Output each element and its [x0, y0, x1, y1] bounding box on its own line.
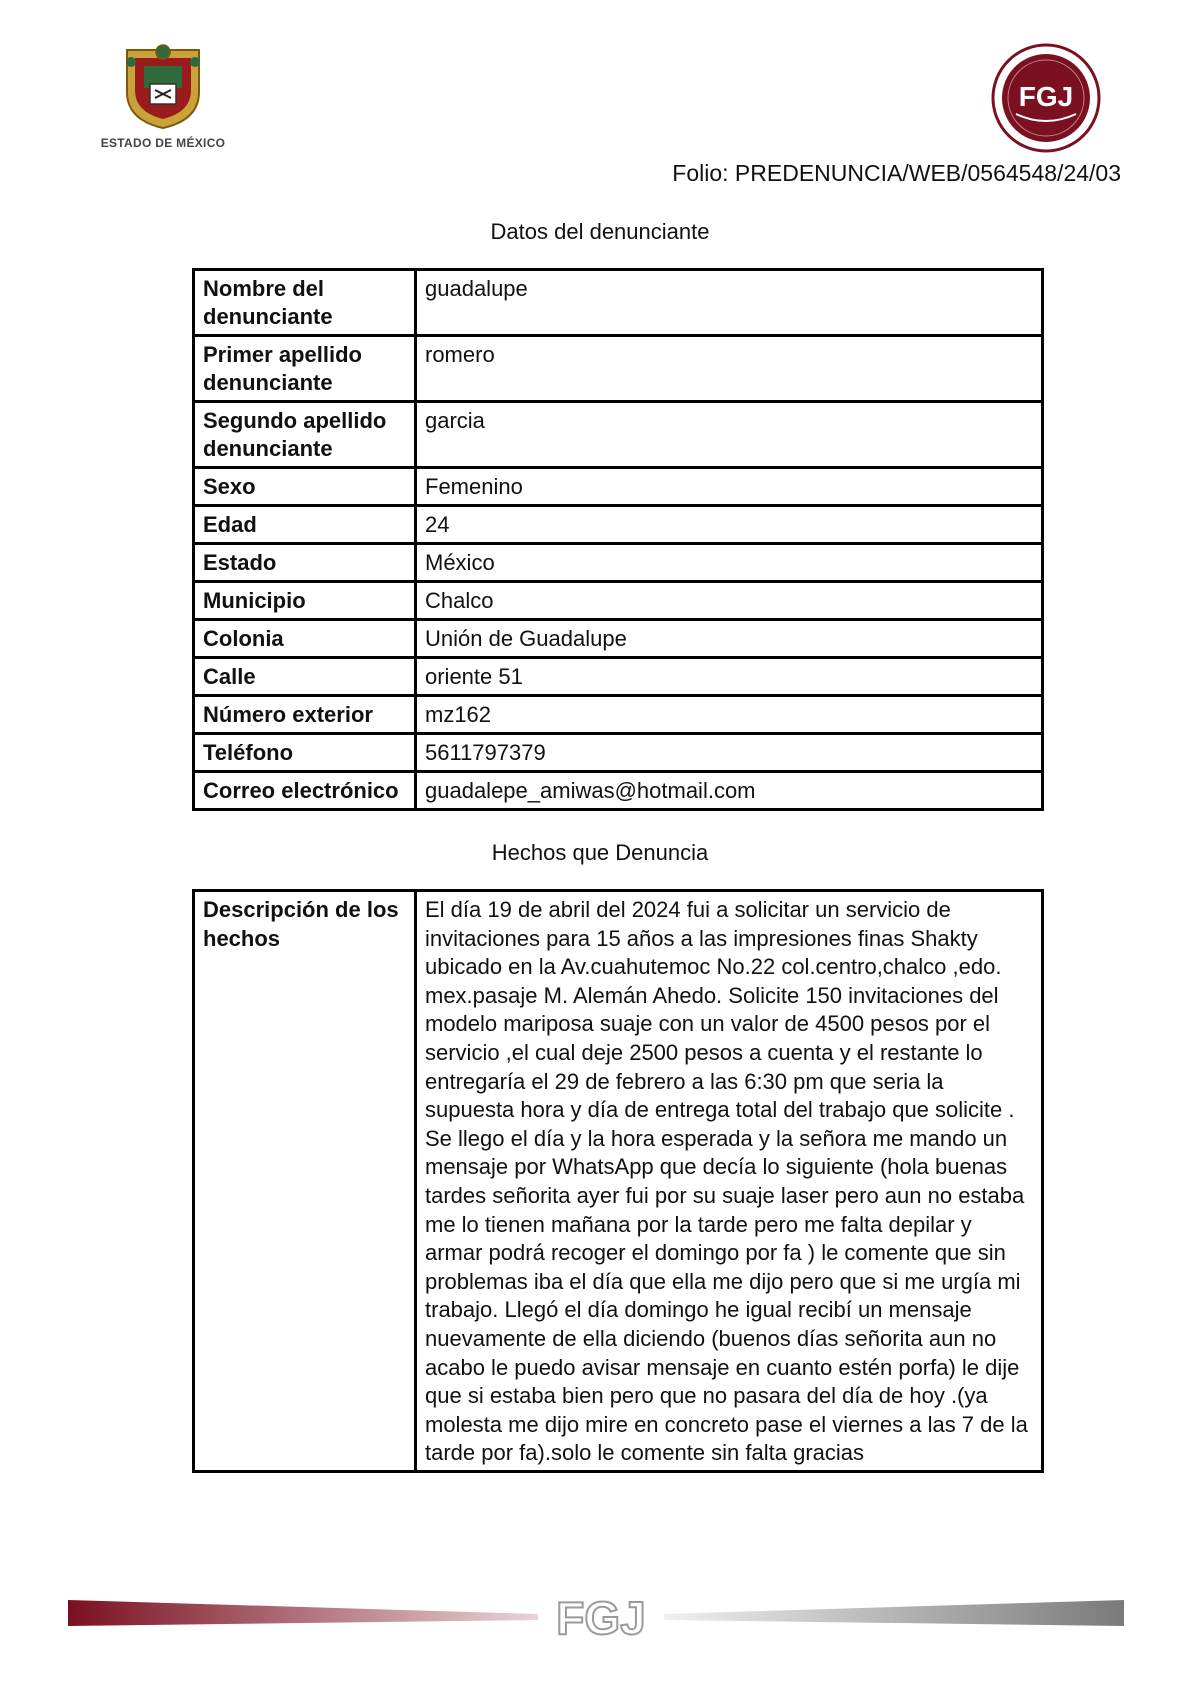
field-value: guadalepe_amiwas@hotmail.com — [416, 772, 1043, 810]
table-row — [194, 468, 1043, 506]
emblem-caption: ESTADO DE MÉXICO — [100, 136, 226, 150]
complainant-section-title: Datos del denunciante — [490, 219, 710, 244]
footer-graphic — [68, 1590, 1124, 1646]
table-row — [194, 734, 1043, 772]
table-row — [194, 336, 1043, 402]
field-value: México — [416, 544, 1043, 582]
field-label: Número exterior — [194, 696, 416, 734]
seal-text: FGJ — [1018, 81, 1074, 112]
field-value: guadalupe — [416, 270, 1043, 336]
field-label: Correo electrónico — [194, 772, 416, 810]
field-value: romero — [416, 336, 1043, 402]
field-label: Sexo — [194, 468, 416, 506]
coat-of-arms-icon — [117, 40, 209, 132]
folio-number: Folio: PREDENUNCIA/WEB/0564548/24/03 — [672, 160, 1121, 186]
field-value: mz162 — [416, 696, 1043, 734]
field-label: Nombre del denunciante — [194, 270, 416, 336]
table-row — [194, 891, 1043, 1472]
table-row — [194, 270, 1043, 336]
field-label: Edad — [194, 506, 416, 544]
field-value: garcia — [416, 402, 1043, 468]
field-label: Colonia — [194, 620, 416, 658]
table-row — [194, 582, 1043, 620]
field-label: Estado — [194, 544, 416, 582]
field-value: 24 — [416, 506, 1043, 544]
table-row — [194, 772, 1043, 810]
field-value: 5611797379 — [416, 734, 1043, 772]
table-row — [194, 544, 1043, 582]
field-value: Chalco — [416, 582, 1043, 620]
table-row — [194, 620, 1043, 658]
estado-de-mexico-emblem — [88, 40, 238, 160]
field-label: Primer apellido denunciante — [194, 336, 416, 402]
table-row — [194, 402, 1043, 468]
field-value: Unión de Guadalupe — [416, 620, 1043, 658]
table-row — [194, 506, 1043, 544]
facts-table — [192, 889, 1044, 1473]
table-row — [194, 696, 1043, 734]
field-value: oriente 51 — [416, 658, 1043, 696]
facts-section-title: Hechos que Denuncia — [491, 840, 709, 865]
fgj-seal — [990, 42, 1102, 154]
table-row — [194, 658, 1043, 696]
fgj-seal-icon — [990, 42, 1102, 154]
facts-label: Descripción de los hechos — [194, 891, 416, 1472]
complainant-table — [192, 268, 1044, 811]
facts-description: El día 19 de abril del 2024 fui a solicitar un servicio de invitaciones para 15 años a las impresiones finas Shakty ubicado en la Av.cuahutemoc No.22 col.centro,chalco ,edo. mex.pasaje M. Alemán Ahedo. Solicite 150 invitaciones del modelo mariposa suaje con un valor de 4500 pesos por el servicio ,el cual deje 2500 pesos a cuenta y el restante lo entregaría el 29 de febrero a las 6:30 pm que seria la supuesta hora y día de entrega total del trabajo que solicite . Se llego el día y la hora esperada y la señora me mando un mensaje por WhatsApp que decía lo siguiente (hola buenas tardes señorita ayer fui por su suaje laser pero aun no estaba me lo tienen mañana por la tarde pero me falta depilar y armar podrá recoger el domingo por fa ) le comente que sin problemas iba el día que ella me dijo pero que si me urgía mi trabajo. Llegó el día domingo he igual recibí un mensaje nuevamente de ella diciendo (buenos días señorita aun no acabo le puedo avisar mensaje en cuanto estén porfa) le dije que si estaba bien pero que no pasara del día de hoy .(ya molesta me dijo mire en concreto pase el viernes a las 7 de la tarde por fa).solo le comente sin falta gracias — [416, 891, 1043, 1472]
footer-banner — [68, 1590, 1124, 1646]
field-label: Municipio — [194, 582, 416, 620]
field-label: Segundo apellido denunciante — [194, 402, 416, 468]
field-label: Calle — [194, 658, 416, 696]
field-label: Teléfono — [194, 734, 416, 772]
footer-logo-text: FGJ — [556, 1592, 646, 1644]
field-value: Femenino — [416, 468, 1043, 506]
